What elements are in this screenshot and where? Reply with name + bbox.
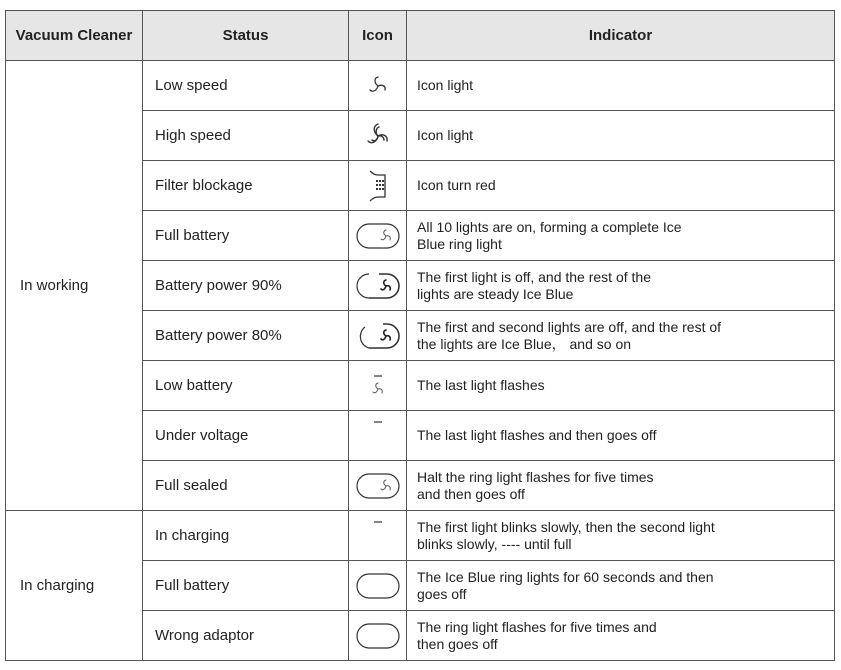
indicator-line: Blue ring light — [417, 235, 502, 252]
indicator-line: and then goes off — [417, 485, 525, 502]
ring-empty-icon — [349, 611, 407, 661]
header-icon: Icon — [349, 11, 407, 61]
ring-fan-80-icon — [349, 311, 407, 361]
indicator-line: blinks slowly, ---- until full — [417, 535, 572, 552]
fan-icon — [349, 61, 407, 111]
fan-bold-icon — [349, 111, 407, 161]
header-status: Status — [143, 11, 349, 61]
ring-fan-full-icon — [349, 461, 407, 511]
indicator-text — [407, 311, 835, 361]
header-vacuum-cleaner: Vacuum Cleaner — [6, 11, 143, 61]
indicator-line: The first light is off, and the rest of the — [417, 268, 651, 285]
indicator-line: goes off — [417, 585, 467, 602]
status-label: Full battery — [143, 211, 349, 261]
indicator-text — [407, 611, 835, 661]
status-label: Wrong adaptor — [143, 611, 349, 661]
table-row — [6, 61, 835, 111]
dash-fan-icon — [349, 361, 407, 411]
indicator-line: lights are steady Ice Blue — [417, 285, 574, 302]
header-indicator: Indicator — [407, 11, 835, 61]
status-label: In charging — [143, 511, 349, 561]
indicator-text: Icon turn red — [407, 161, 835, 211]
indicator-text — [407, 461, 835, 511]
indicator-text — [407, 261, 835, 311]
ring-fan-90-icon — [349, 261, 407, 311]
indicator-line: then goes off — [417, 635, 498, 652]
group-in-working: In working — [6, 61, 143, 511]
dash-icon — [349, 411, 407, 461]
filter-icon — [349, 161, 407, 211]
table-row — [6, 511, 835, 561]
ring-empty-icon — [349, 561, 407, 611]
status-label: Filter blockage — [143, 161, 349, 211]
group-in-charging: In charging — [6, 511, 143, 661]
indicator-text: The last light flashes — [407, 361, 835, 411]
status-label: Low speed — [143, 61, 349, 111]
status-label: Under voltage — [143, 411, 349, 461]
indicator-line: The Ice Blue ring lights for 60 seconds and then — [417, 568, 714, 585]
indicator-line: The ring light flashes for five times and — [417, 618, 657, 635]
status-label: Battery power 90% — [143, 261, 349, 311]
indicator-text: Icon light — [407, 111, 835, 161]
indicator-line: The first and second lights are off, and the rest of — [417, 318, 722, 335]
dash-icon — [349, 511, 407, 561]
status-indicator-table — [5, 10, 835, 661]
indicator-text: The last light flashes and then goes off — [407, 411, 835, 461]
indicator-text — [407, 561, 835, 611]
status-label: Low battery — [143, 361, 349, 411]
status-label: Full sealed — [143, 461, 349, 511]
header-row — [6, 11, 835, 61]
ring-fan-full-icon — [349, 211, 407, 261]
status-label: High speed — [143, 111, 349, 161]
indicator-text — [407, 511, 835, 561]
indicator-line: All 10 lights are on, forming a complete Ice — [417, 218, 682, 235]
indicator-line: the lights are Ice Blue， and so on — [417, 335, 632, 352]
indicator-text — [407, 211, 835, 261]
indicator-text: Icon light — [407, 61, 835, 111]
indicator-line: The first light blinks slowly, then the second light — [417, 518, 715, 535]
status-label: Battery power 80% — [143, 311, 349, 361]
status-label: Full battery — [143, 561, 349, 611]
indicator-line: Halt the ring light flashes for five times — [417, 468, 654, 485]
